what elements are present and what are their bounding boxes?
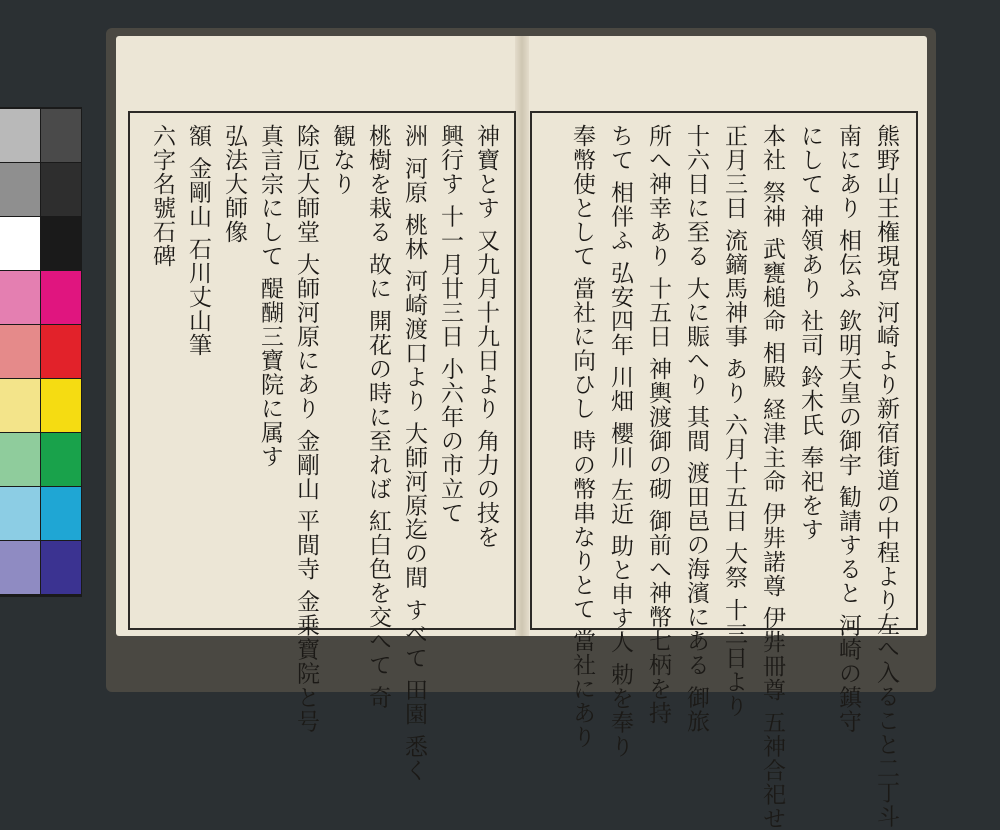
book-gutter [515, 36, 529, 636]
text-column: 熊野山王権現宮 河崎より新宿街道の中程より左へ入ること二丁斗 [873, 124, 899, 829]
text-column: 本社 祭神 武甕槌命 相殿 経津主命 伊弉諾尊 伊弉冊尊 五神合祀せ [759, 124, 785, 830]
color-swatch [41, 541, 81, 594]
color-swatch [41, 325, 81, 378]
text-column: 神寶とす 又九月十九日より 角力の技を [473, 124, 499, 549]
color-swatch [0, 487, 40, 540]
color-swatch [41, 379, 81, 432]
text-column: にして 神領あり 社司 鈴木氏 奉祀をす [797, 124, 823, 542]
color-swatch [0, 379, 40, 432]
color-swatch [41, 271, 81, 324]
text-column: 洲 河原 桃林 河崎渡口より 大師河原迄の間 すべて 田園 悉く [401, 124, 427, 783]
text-column: 六字名號石碑 [149, 124, 175, 268]
text-column: 奉幣使として 當社に向ひし 時の幣串なりとて 當社にあり [569, 124, 595, 749]
color-swatch [41, 163, 81, 216]
text-column: 正月三日 流鏑馬神事 あり 六月十五日 大祭 十三日より [721, 124, 747, 718]
color-swatch [0, 163, 40, 216]
text-column: ちて 相伴ふ 弘安四年 川畑 櫻川 左近 助と申す人 勅を奉り [607, 124, 633, 759]
text-column: 観なり [329, 124, 355, 196]
text-column: 十六日に至る 大に賑へり 其間 渡田邑の海濱にある 御旅 [683, 124, 709, 734]
color-swatch [0, 271, 40, 324]
text-column: 南にあり 相伝ふ 欽明天皇の御宇 勧請すると 河崎の鎮守 [835, 124, 861, 734]
color-swatch [41, 487, 81, 540]
text-column: 興行す 十一月廿三日 小六年の市立て [437, 124, 463, 525]
color-swatch [0, 541, 40, 594]
color-swatch [41, 433, 81, 486]
text-column: 除厄大師堂 大師河原にあり 金剛山 平間寺 金乗寶院と号 [293, 124, 319, 734]
text-column: 弘法大師像 [221, 124, 247, 244]
color-calibration-strip [0, 107, 82, 597]
text-column: 所へ神幸あり 十五日 神輿渡御の砌 御前へ神幣七柄を持 [645, 124, 671, 725]
text-column: 桃樹を栽る 故に 開花の時に至れば 紅白色を交へて 奇 [365, 124, 391, 710]
color-swatch [0, 217, 40, 270]
text-column: 真言宗にして 醍醐三寶院に属す [257, 124, 283, 469]
color-swatch [0, 433, 40, 486]
text-column: 額 金剛山 石川丈山筆 [185, 124, 211, 357]
color-swatch [0, 325, 40, 378]
color-swatch [0, 109, 40, 162]
color-swatch [41, 217, 81, 270]
color-swatch [41, 109, 81, 162]
